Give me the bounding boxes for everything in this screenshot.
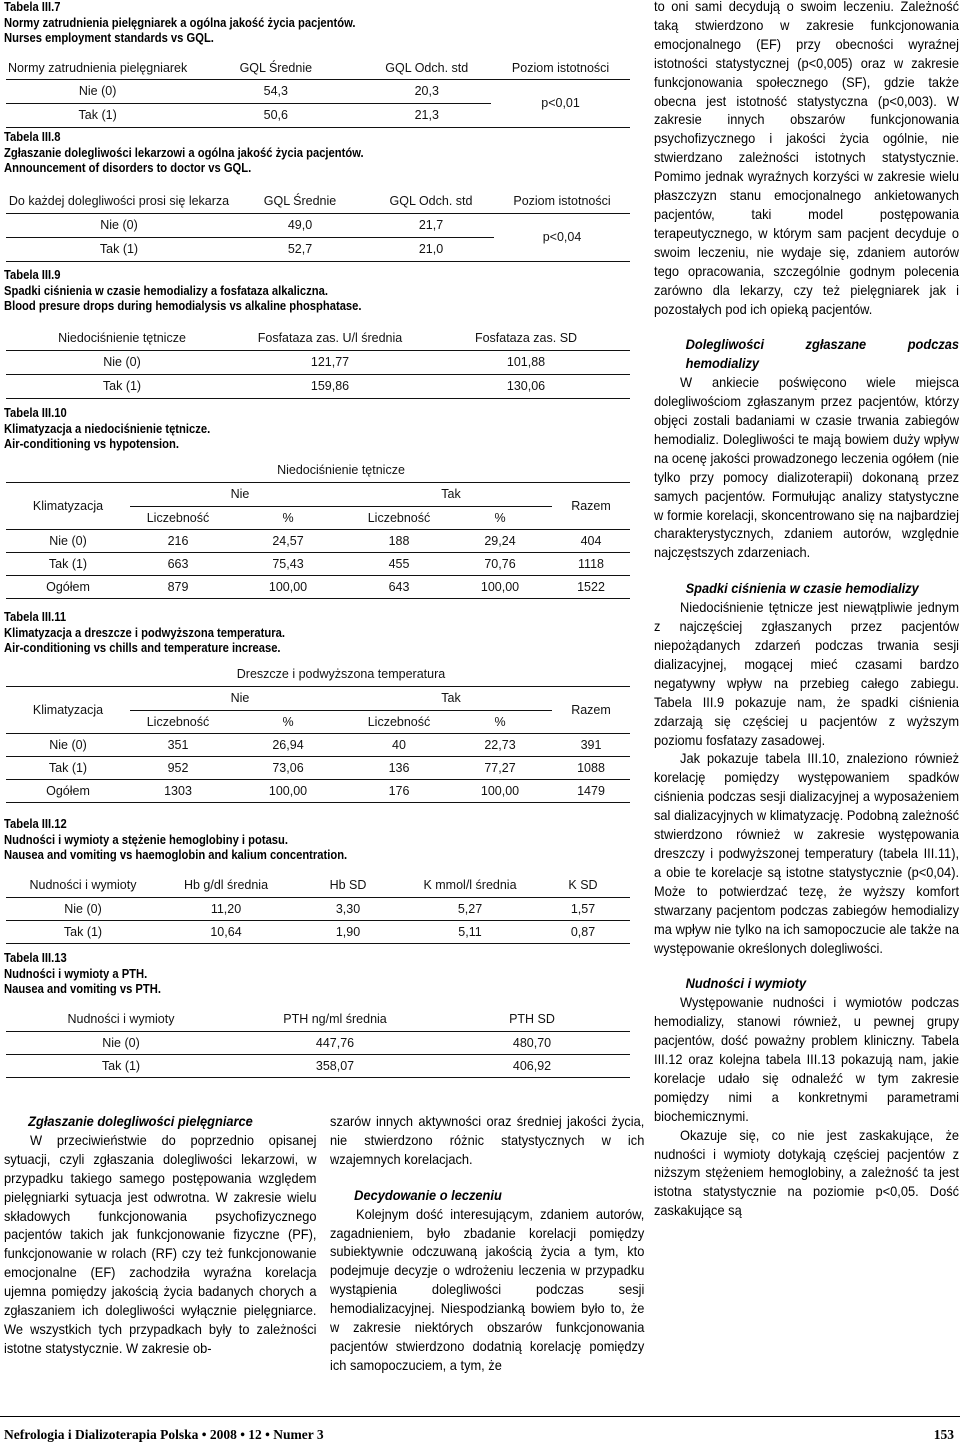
caption-title-en: Announcement of disorders to doctor vs GQL.	[4, 161, 252, 176]
paragraph: Występowanie nudności i wymiotów podczas hemodializy, stanowi również, u pewnej grupy pacjentów, dość poważny problem kliniczny. Tabela III.12 oraz kolejna tabela III.13 pokazują nam, jakie korelacje udało się odnaleźć w tym zakresie pomiędzy nimi a konkretnymi parametrami biochemicznymi.	[654, 995, 960, 1124]
row-label: Tak (1)	[6, 1054, 236, 1077]
data-cell: 100,00	[448, 779, 552, 802]
table-III-7	[6, 58, 630, 128]
data-cell: 77,27	[448, 756, 552, 779]
data-cell: 216	[130, 529, 226, 552]
caption-title-pl: Normy zatrudnienia pielęgniarek a ogólna jakość życia pacjentów.	[4, 15, 356, 30]
data-cell: 21,7	[368, 213, 494, 237]
group-header: Dreszcze i podwyższona temperatura	[130, 663, 552, 686]
caption-title-pl: Spadki ciśnienia w czasie hemodializy a fosfataza alkaliczna.	[4, 283, 328, 298]
header-cell: Normy zatrudnienia pielęgniarek	[6, 58, 189, 79]
section-heading: Zgłaszanie dolegliwości pielęgniarce	[28, 1114, 253, 1129]
subheader-cell: Liczebność	[130, 710, 226, 733]
footer-rule	[0, 1416, 960, 1417]
data-cell: 1,90	[292, 920, 404, 943]
caption-number: Tabela III.9	[4, 268, 61, 282]
data-cell: 1118	[552, 552, 630, 575]
header-cell: Fosfataza zas. U/l średnia	[238, 326, 422, 350]
data-cell: 952	[130, 756, 226, 779]
data-cell: 100,00	[226, 575, 350, 598]
table-caption-III-12	[4, 817, 347, 864]
data-cell: 480,70	[434, 1031, 630, 1054]
header-cell: Hb g/dl średnia	[160, 873, 292, 897]
subheader-cell: %	[226, 506, 350, 529]
header-cell-razem: Razem	[552, 686, 630, 733]
table-row	[6, 733, 630, 756]
header-cell-nie: Nie	[130, 482, 350, 506]
header-cell: PTH SD	[434, 1007, 630, 1031]
header-cell: K mmol/l średnia	[404, 873, 536, 897]
subheader-cell: %	[226, 710, 350, 733]
header-cell: Poziom istotności	[491, 58, 630, 79]
row-label: Nie (0)	[6, 897, 160, 920]
row-label: Tak (1)	[6, 756, 130, 779]
subheader-cell: Liczebność	[350, 710, 448, 733]
header-cell-tak: Tak	[350, 686, 552, 710]
data-cell: 136	[350, 756, 448, 779]
row-label: Tak (1)	[6, 552, 130, 575]
header-cell-razem: Razem	[552, 482, 630, 529]
significance-cell: p<0,01	[491, 79, 630, 127]
caption-title-pl: Zgłaszanie dolegliwości lekarzowi a ogólna jakość życia pacjentów.	[4, 145, 364, 160]
data-cell: 11,20	[160, 897, 292, 920]
caption-number: Tabela III.12	[4, 817, 67, 831]
table-row	[6, 1031, 630, 1054]
table-III-11	[6, 663, 630, 803]
caption-title-en: Air-conditioning vs hypotension.	[4, 437, 179, 452]
table-row	[6, 575, 630, 598]
header-cell: GQL Odch. std	[368, 190, 494, 213]
caption-number: Tabela III.8	[4, 130, 61, 144]
row-label: Nie (0)	[6, 733, 130, 756]
data-cell: 73,06	[226, 756, 350, 779]
caption-title-en: Nausea and vomiting vs haemoglobin and kalium concentration.	[4, 848, 348, 863]
data-cell: 5,11	[404, 920, 536, 943]
data-cell: 351	[130, 733, 226, 756]
table-caption-III-11	[4, 610, 285, 657]
section-heading: Spadki ciśnienia w czasie hemodializy	[685, 581, 919, 597]
group-header: Niedociśnienie tętnicze	[130, 459, 552, 482]
header-cell: Fosfataza zas. SD	[422, 326, 630, 350]
data-cell: 5,27	[404, 897, 536, 920]
header-cell-tak: Tak	[350, 482, 552, 506]
row-label: Nie (0)	[6, 350, 238, 374]
row-label: Tak (1)	[6, 103, 189, 127]
data-cell: 1,57	[536, 897, 630, 920]
data-cell: 3,30	[292, 897, 404, 920]
text-column-right	[654, 0, 959, 1221]
caption-title-pl: Nudności i wymioty a stężenie hemoglobiny i potasu.	[4, 832, 288, 847]
caption-title-pl: Klimatyzacja a niedociśnienie tętnicze.	[4, 421, 211, 436]
data-cell: 176	[350, 779, 448, 802]
footer-journal: Nefrologia i Dializoterapia Polska • 2008 • 12 • Numer 3	[4, 1427, 324, 1442]
data-cell: 130,06	[422, 374, 630, 398]
table-caption-III-13	[4, 951, 161, 998]
header-cell: Nudności i wymioty	[6, 1007, 236, 1031]
data-cell: 50,6	[189, 103, 362, 127]
table-III-9	[6, 326, 630, 399]
data-cell: 1522	[552, 575, 630, 598]
data-cell: 24,57	[226, 529, 350, 552]
header-cell-nie: Nie	[130, 686, 350, 710]
data-cell: 54,3	[189, 79, 362, 103]
table-row	[6, 897, 630, 920]
row-label: Tak (1)	[6, 920, 160, 943]
subheader-cell: %	[448, 506, 552, 529]
subheader-cell: Liczebność	[130, 506, 226, 529]
data-cell: 49,0	[232, 213, 368, 237]
header-cell: Nudności i wymioty	[6, 873, 160, 897]
data-cell: 188	[350, 529, 448, 552]
header-cell: GQL Średnie	[232, 190, 368, 213]
data-cell: 1479	[552, 779, 630, 802]
data-cell: 391	[552, 733, 630, 756]
table-III-10	[6, 459, 630, 599]
paragraph: Okazuje się, co nie jest zaskakujące, że nudności i wymioty dotykają częściej pacjentów z niższym stężeniem hemoglobiny, a zależność ta jest istotna statystycznie na poziomie p<0,05. Dość zaskakujące są	[654, 1127, 960, 1219]
row-label: Nie (0)	[6, 529, 130, 552]
data-cell: 121,77	[238, 350, 422, 374]
data-cell: 21,3	[362, 103, 491, 127]
caption-number: Tabela III.13	[4, 951, 67, 965]
subheader-cell: Liczebność	[350, 506, 448, 529]
caption-title-en: Nausea and vomiting vs PTH.	[4, 982, 161, 997]
table-caption-III-9	[4, 268, 362, 315]
page-number: 153	[933, 1427, 954, 1442]
row-label: Ogółem	[6, 575, 130, 598]
data-cell: 455	[350, 552, 448, 575]
caption-title-pl: Nudności i wymioty a PTH.	[4, 966, 148, 981]
row-header: Klimatyzacja	[6, 686, 130, 733]
data-cell: 52,7	[232, 237, 368, 261]
data-cell: 21,0	[368, 237, 494, 261]
caption-number: Tabela III.7	[4, 0, 61, 14]
paragraph: szarów innych aktywności oraz średniej jakości życia, nie stwierdzono różnic statystycznych w ich wzajemnych korelacjach.	[330, 1114, 645, 1167]
caption-number: Tabela III.11	[4, 610, 67, 624]
data-cell: 406,92	[434, 1054, 630, 1077]
data-cell: 100,00	[226, 779, 350, 802]
header-cell: Hb SD	[292, 873, 404, 897]
table-caption-III-8	[4, 130, 364, 177]
section-heading: Nudności i wymioty	[685, 976, 807, 992]
caption-title-en: Nurses employment standards vs GQL.	[4, 31, 214, 46]
data-cell: 75,43	[226, 552, 350, 575]
data-cell: 22,73	[448, 733, 552, 756]
caption-title-en: Air-conditioning vs chills and temperature increase.	[4, 641, 281, 656]
row-header: Klimatyzacja	[6, 482, 130, 529]
text-column-left	[4, 1113, 316, 1359]
header-cell: PTH ng/ml średnia	[236, 1007, 434, 1031]
caption-number: Tabela III.10	[4, 406, 67, 420]
data-cell: 40	[350, 733, 448, 756]
paragraph: to oni sami decydują o swoim leczeniu. Zależność taką stwierdzono w zakresie funkcjonowania emocjonalnego (EF) przy obecności wyraźnej istotności statystycznej (p<0,005) oraz w zakresie funkcjonowania społecznego (SF), gdzie także obecna jest istotność statystyczna (p<0,003). W zakresie innych obszarów funkcjonowania psychofizycznego i jakości życia ogólnie, nie stwierdzano zależności istotnych statystycznie. Pomimo jednak wyraźnych korzyści w zakresie wielu płaszczyzn stanu emocjonalnego ankietowanych pacjentów, taki model postępowania terapeutycznego, w którym sam pacjent decyduje o swoim leczeniu, nie wydaje się, zdaniem autorów tego opracowania, szczególnie godnym polecenia zarówno dla lekarzy, czy też pielęgniarek jak i pozostałych pod ich opieką pacjentów.	[654, 0, 960, 317]
paragraph: Jak pokazuje tabela III.10, znaleziono również korelację pomiędzy występowaniem spadków ciśnienia podczas sesji dializacyjnej a wyposażeniem sal dializacyjnych w klimatyzację. Podobną zależność stwierdzono również w zakresie występowania dreszczy i podwyższonej temperatury (tabela III.11), a obie te korelacje są istotne statystycznie (p<0,04). Może to potwierdzać tezę, że wyższy komfort stwarzany pacjentom podczas zabiegów hemodializy ma wpływ nie tylko na ich samopoczucie ale także na występowanie określonych dolegliwości.	[654, 751, 960, 956]
header-cell: K SD	[536, 873, 630, 897]
data-cell: 159,86	[238, 374, 422, 398]
data-cell: 10,64	[160, 920, 292, 943]
data-cell: 26,94	[226, 733, 350, 756]
table-caption-III-7	[4, 0, 356, 47]
significance-cell: p<0,04	[494, 213, 630, 261]
data-cell: 643	[350, 575, 448, 598]
table-III-8	[6, 190, 630, 262]
data-cell: 879	[130, 575, 226, 598]
caption-title-pl: Klimatyzacja a dreszcze i podwyższona temperatura.	[4, 625, 285, 640]
table-caption-III-10	[4, 406, 210, 453]
header-cell: Poziom istotności	[494, 190, 630, 213]
table-row	[6, 779, 630, 802]
header-cell: Do każdej dolegliwości prosi się lekarza	[6, 190, 232, 213]
row-label: Nie (0)	[6, 79, 189, 103]
table-row	[6, 529, 630, 552]
header-cell: Niedociśnienie tętnicze	[6, 326, 238, 350]
data-cell: 20,3	[362, 79, 491, 103]
data-cell: 101,88	[422, 350, 630, 374]
subheader-cell: %	[448, 710, 552, 733]
table-row	[6, 756, 630, 779]
text-column-middle	[330, 1113, 644, 1376]
data-cell: 100,00	[448, 575, 552, 598]
section-heading: Decydowanie o leczeniu	[354, 1187, 502, 1203]
paragraph: Niedociśnienie tętnicze jest niewątpliwie jednym z najczęściej zgłaszanych przez pacjentów niepożądanych zdarzeń podczas trwania sesji dializacyjnej, mogącej mieć czasami bardzo negatywny wpływ na przebieg całego zabiegu. Tabela III.9 pokazuje nam, że spadki ciśnienia zdarzają się częściej u pacjentów z wyższym poziomu fosfatazy zasadowej.	[654, 600, 960, 748]
table-III-13	[6, 1007, 630, 1078]
row-label: Nie (0)	[6, 213, 232, 237]
data-cell: 1088	[552, 756, 630, 779]
caption-title-en: Blood presure drops during hemodialysis vs alkaline phosphatase.	[4, 299, 362, 314]
paragraph: Kolejnym dość interesującym, zdaniem autorów, zagadnieniem, było zbadanie korelacji pomiędzy subiektywnie odczuwaną jakością życia a tym, kto podejmuje decyzje o wdrożeniu leczenia w przypadku wystąpienia dolegliwości podczas sesji hemodializacyjnej. Niespodzianką bowiem było to, że w zakresie niektórych obszarów funkcjonowania pacjentów stwierdzono dodatnią korelację pomiędzy ich samopoczuciem, a tym, że	[330, 1206, 645, 1373]
data-cell: 70,76	[448, 552, 552, 575]
paragraph: W przeciwieństwie do poprzednio opisanej sytuacji, czyli zgłaszania dolegliwości lekarzowi, w przypadku takiego samego postępowania względem pielęgniarki sytuacja jest odwrotna. W zakresie wielu składowych funkcjonowania psychofizycznego pacjentów takich jak funkcjonowanie fizyczne (PF), funkcjonowanie w rolach (RF) czy też funkcjonowanie emocjonalne (EF) zachodziła wyraźna korelacja ujemna pomiędzy jakością życia badanych chorych a zgłaszaniem ich dolegliwości wyłącznie pielęgniarce. We wszystkich tych przypadkach były to zależności istotne statystycznie. W zakresie ob-	[4, 1132, 317, 1356]
data-cell: 358,07	[236, 1054, 434, 1077]
header-cell: GQL Średnie	[189, 58, 362, 79]
data-cell: 447,76	[236, 1031, 434, 1054]
row-label: Ogółem	[6, 779, 130, 802]
row-label: Tak (1)	[6, 374, 238, 398]
table-row	[6, 920, 630, 943]
table-III-12	[6, 873, 630, 944]
paragraph: W ankiecie poświęcono wiele miejsca dolegliwościom zgłaszanym przez pacjentów, którzy objęci zostali badaniami w czasie trwania zabiegów hemodializ. Dolegliwości te mają bowiem duży wpływ na ocenę jakości prowadzonego leczenia ogółem (nie tylko przy pomocy dializoterapii) dokonaną przez samych pacjentów. Formułując analizy statystyczne w formie korelacji, skoncentrowano się na najbardziej charakterystycznych, zdaniem autorów, względnie najczęstszych zdarzeniach.	[654, 375, 960, 561]
section-heading: Dolegliwości zgłaszane podczas hemodializy	[685, 337, 960, 372]
row-label: Nie (0)	[6, 1031, 236, 1054]
data-cell: 29,24	[448, 529, 552, 552]
row-label: Tak (1)	[6, 237, 232, 261]
data-cell: 1303	[130, 779, 226, 802]
data-cell: 0,87	[536, 920, 630, 943]
data-cell: 404	[552, 529, 630, 552]
table-row	[6, 1054, 630, 1077]
table-row	[6, 552, 630, 575]
data-cell: 663	[130, 552, 226, 575]
header-cell: GQL Odch. std	[362, 58, 491, 79]
